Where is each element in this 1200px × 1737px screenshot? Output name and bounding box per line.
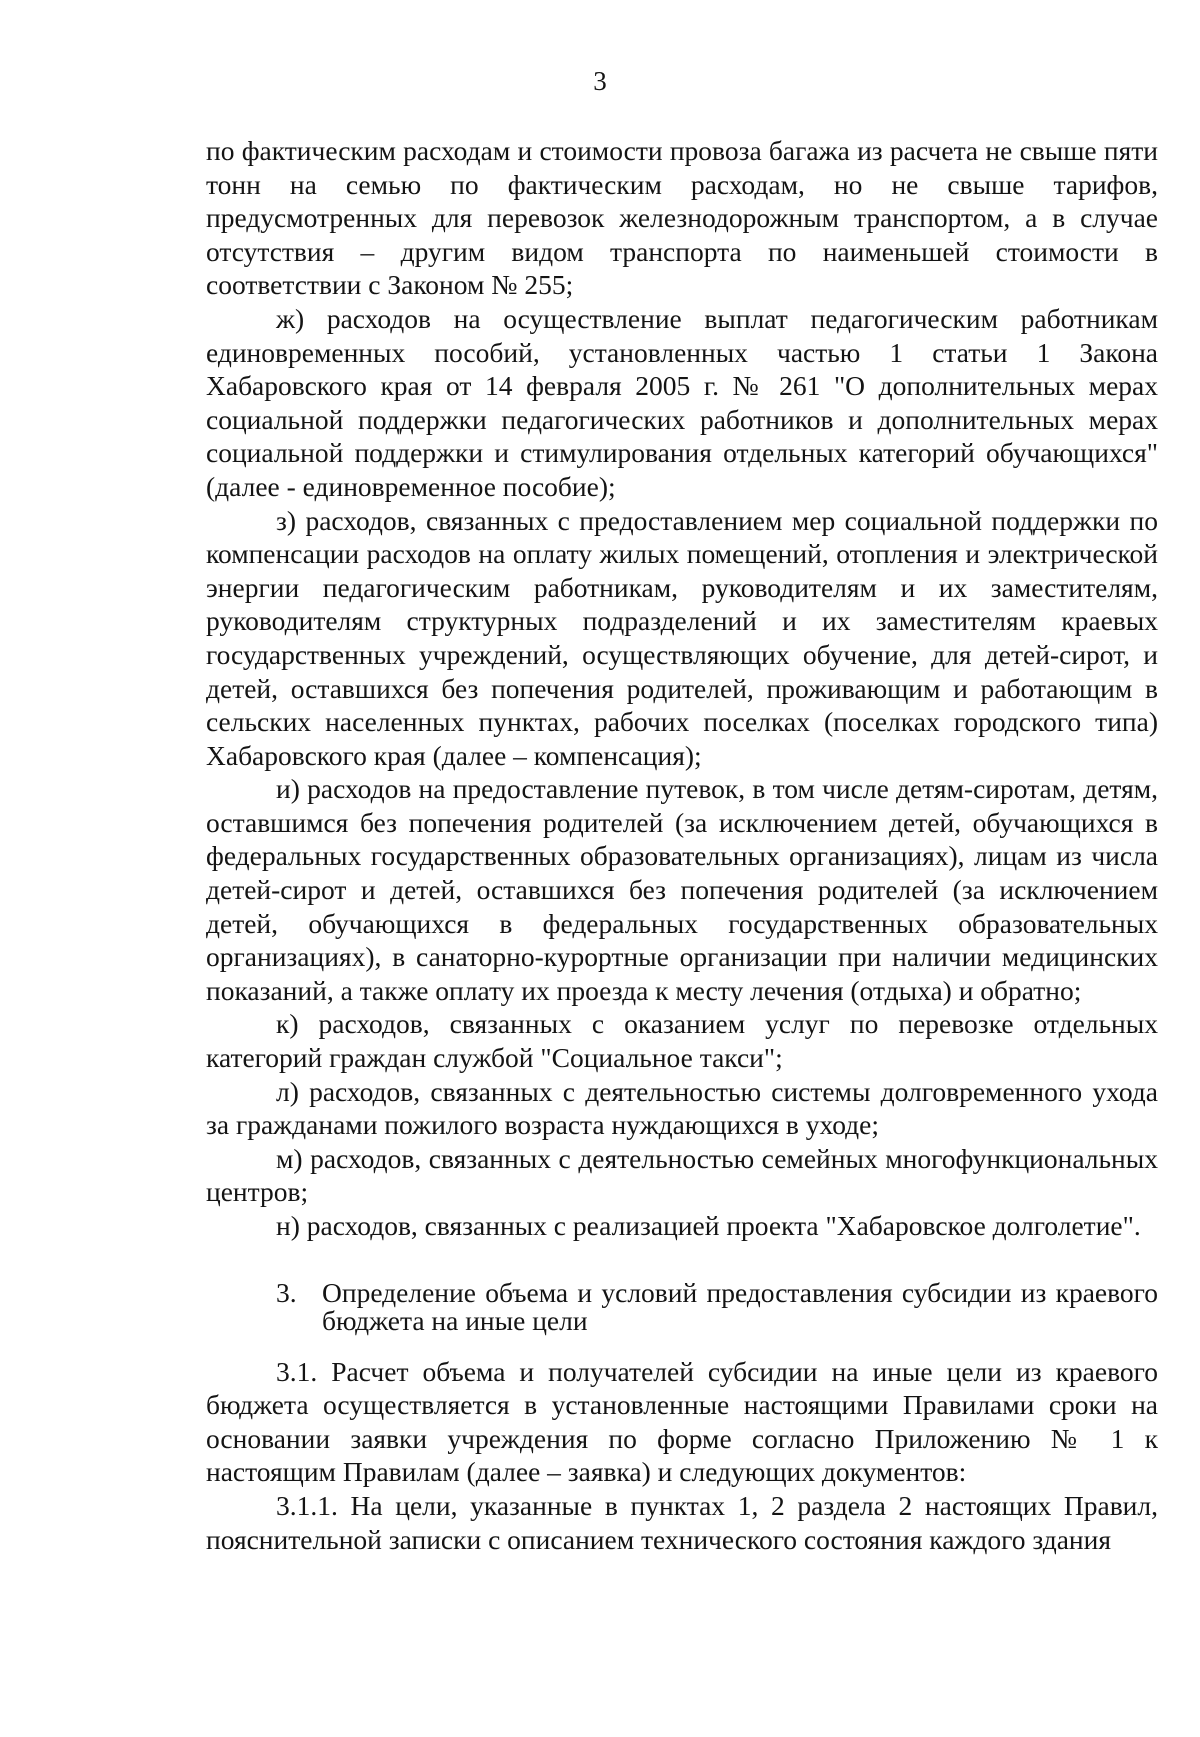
paragraph-item-zh: ж) расходов на осуществление выплат педагогическим работникам единовременных пособий, установленных частью 1 статьи 1 Закона Хабаровского края от 14 февраля 2005 г. № 261 "О дополнительных мерах социальной поддержки педагогических работников и дополнительных мерах социальной поддержки и стимулирования отдельных категорий обучающихся" (далее - единовременное пособие); [206, 302, 1158, 502]
section-title: Определение объема и условий предоставления субсидии из краевого бюджета на иные цели [322, 1276, 1158, 1336]
section-heading [206, 1276, 1158, 1336]
section-number: 3. [276, 1276, 297, 1308]
document-body [206, 134, 1158, 1556]
paragraph-item-m: м) расходов, связанных с деятельностью семейных многофункциональных центров; [206, 1142, 1158, 1208]
paragraph-item-n: н) расходов, связанных с реализацией проекта "Хабаровское долголетие". [276, 1210, 1141, 1241]
paragraph-continuation: по фактическим расходам и стоимости провоза багажа из расчета не свыше пяти тонн на семью по фактическим расходам, но не свыше тарифов, предусмотренных для перевозок железнодорожным транспортом, а в случае отсутствия – другим видом транспорта по наименьшей стоимости в соответствии с Законом № 255; [206, 135, 1158, 301]
paragraph-item-l: л) расходов, связанных с деятельностью системы долговременного ухода за гражданами пожилого возраста нуждающихся в уходе; [206, 1075, 1158, 1141]
paragraph-item-k: к) расходов, связанных с оказанием услуг по перевозке отдельных категорий граждан службой "Социальное такси"; [206, 1008, 1158, 1074]
paragraph-item-z: з) расходов, связанных с предоставлением мер социальной поддержки по компенсации расходов на оплату жилых помещений, отопления и электрической энергии педагогическим работникам, руководителям и их заместителям, руководителям структурных подразделений и их заместителям краевых государственных учреждений, осуществляющих обучение, для детей-сирот, и детей, оставшихся без попечения родителей, проживающим и работающим в сельских населенных пунктах, рабочих поселках (поселках городского типа) Хабаровского края (далее – компенсация); [206, 504, 1158, 771]
paragraph-3-1: 3.1. Расчет объема и получателей субсидии на иные цели из краевого бюджета осуществляется в установленные настоящими Правилами сроки на основании заявки учреждения по форме согласно Приложению № 1 к настоящим Правилам (далее – заявка) и следующих документов: [206, 1355, 1158, 1488]
paragraph-3-1-1: 3.1.1. На цели, указанные в пунктах 1, 2 раздела 2 настоящих Правил, пояснительной записки с описанием технического состояния каждого здания [206, 1489, 1158, 1555]
paragraph-item-i: и) расходов на предоставление путевок, в том числе детям-сиротам, детям, оставшимся без попечения родителей (за исключением детей, обучающихся в федеральных государственных образовательных организациях), лицам из числа детей-сирот и детей, оставшихся без попечения родителей (за исключением детей, обучающихся в федеральных государственных образовательных организациях), в санаторно-курортные организации при наличии медицинских показаний, а также оплату их проезда к месту лечения (отдыха) и обратно; [206, 773, 1158, 1006]
page-number: 3 [593, 66, 607, 96]
